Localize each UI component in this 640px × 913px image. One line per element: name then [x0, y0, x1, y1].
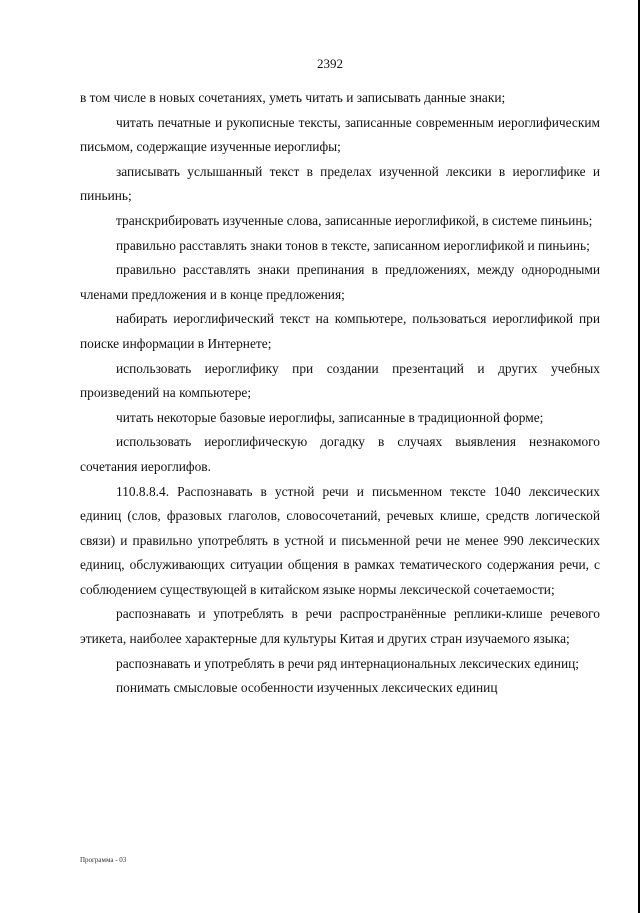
- paragraph: понимать смысловые особенности изученных лексических единиц: [116, 680, 498, 696]
- paragraph: записывать услышанный текст в пределах изученной лексики в иероглифике и пиньинь;: [80, 163, 600, 204]
- paragraph: читать печатные и рукописные тексты, записанные современным иероглифическим письмом, содержащие изученные иероглифы;: [80, 114, 600, 155]
- paragraph: в том числе в новых сочетаниях, уметь читать и записывать данные знаки;: [80, 90, 506, 105]
- body-text: [80, 86, 600, 701]
- page-number: 2392: [317, 56, 343, 71]
- paragraph: 110.8.8.4. Распознавать в устной речи и письменном тексте 1040 лексических единиц (слов, фразовых глаголов, словосочетаний, речевых клише, средств логической связи) и правильно употреблять в устной и письменной речи не менее 990 лексических единиц, обслуживающих ситуации общения в рамках тематического содержания речи, с соблюдением существующей в китайском языке нормы лексической сочетаемости;: [80, 483, 600, 597]
- paragraph: набирать иероглифический текст на компьютере, пользоваться иероглификой при поиске информации в Интернете;: [80, 311, 600, 351]
- paragraph: распознавать и употреблять в речи ряд интернациональных лексических единиц;: [116, 655, 580, 671]
- paragraph: читать некоторые базовые иероглифы, записанные в традиционной форме;: [116, 409, 544, 425]
- paragraph: использовать иероглифику при создании презентаций и других учебных произведений на компьютере;: [80, 360, 600, 401]
- paragraph: распознавать и употреблять в речи распространённые реплики-клише речевого этикета, наиболее характерные для культуры Китая и других стран изучаемого языка;: [80, 606, 600, 647]
- paragraph: правильно расставлять знаки препинания в предложениях, между однородными членами предложения и в конце предложения;: [80, 262, 600, 302]
- paragraph: правильно расставлять знаки тонов в тексте, записанном иероглификой и пиньинь;: [116, 237, 590, 253]
- paragraph: транскрибировать изученные слова, записанные иероглификой, в системе пиньинь;: [116, 212, 593, 228]
- footer-note: Программа - 03: [80, 856, 127, 864]
- paragraph: использовать иероглифическую догадку в случаях выявления незнакомого сочетания иероглифов.: [80, 434, 600, 474]
